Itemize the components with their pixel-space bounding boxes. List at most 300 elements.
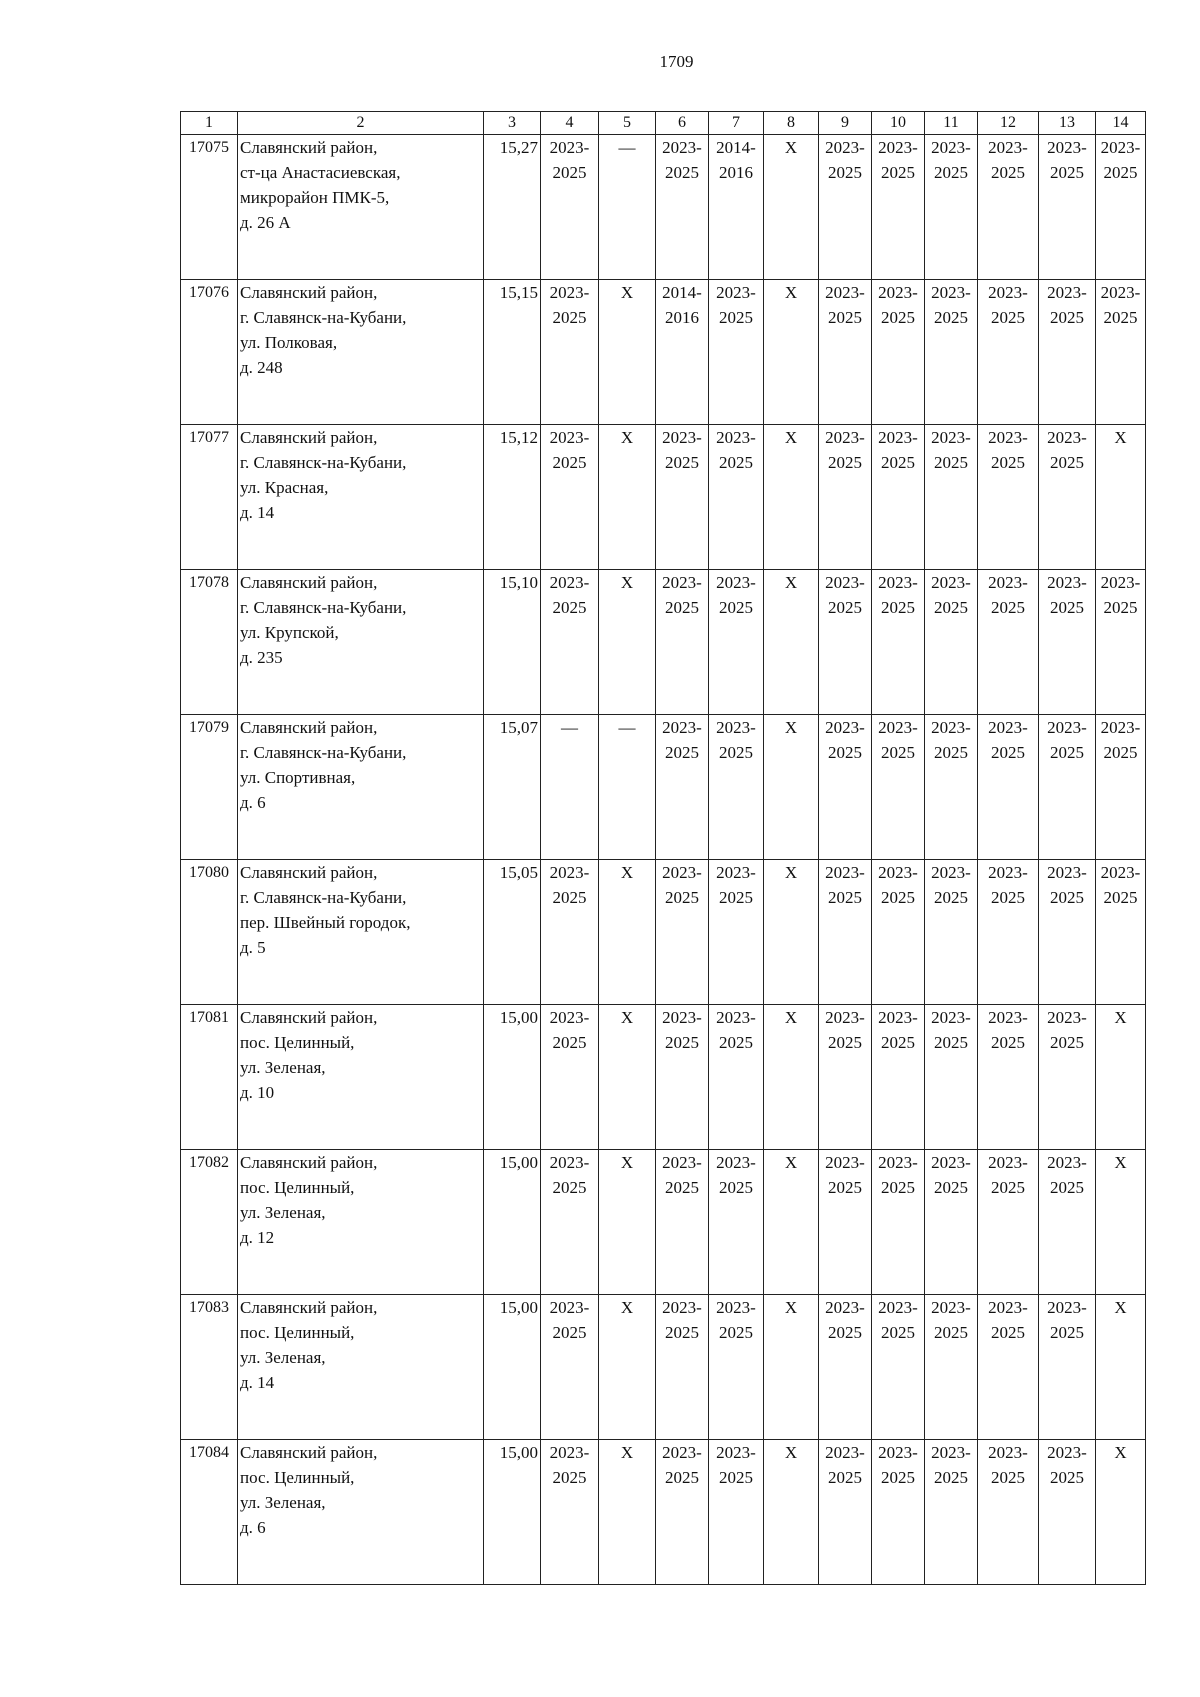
period-text: 2025	[719, 1468, 753, 1487]
period-text: 2025	[1103, 743, 1138, 762]
address-line: ул. Зеленая,	[240, 1493, 326, 1512]
period-text: 2025	[719, 1178, 753, 1197]
period-text: 2025	[552, 453, 587, 472]
period-text: 2025	[1050, 598, 1084, 617]
row-number: 17076	[181, 280, 238, 425]
period-text: 2025	[828, 598, 862, 617]
period-text: 2025	[1050, 453, 1084, 472]
address-line: д. 6	[240, 793, 266, 812]
period-cell-col-8	[764, 1295, 819, 1440]
period-text: 2025	[1103, 888, 1138, 907]
period-text: 2025	[1050, 888, 1084, 907]
period-cell-col-5	[599, 135, 656, 280]
address-line: Славянский район,	[240, 573, 378, 592]
row-number: 17082	[181, 1150, 238, 1295]
address-cell	[238, 715, 484, 860]
period-cell-col-9	[819, 860, 872, 1005]
period-text: 2023-	[549, 138, 590, 157]
period-text: 2025	[665, 598, 699, 617]
period-text: 2023-	[662, 1153, 702, 1172]
period-cell-col-10	[872, 715, 925, 860]
period-text: 2023-	[878, 283, 918, 302]
period-text: Х	[784, 1008, 798, 1027]
period-text: 2025	[991, 308, 1025, 327]
period-text: 2023-	[716, 1153, 756, 1172]
value-cell: 15,07	[484, 715, 541, 860]
period-cell-col-11	[925, 135, 978, 280]
period-text: 2023-	[878, 573, 918, 592]
period-text: 2025	[934, 888, 968, 907]
period-text: 2023-	[1047, 1008, 1087, 1027]
period-text: 2025	[719, 743, 753, 762]
period-text: 2023-	[988, 1153, 1028, 1172]
period-text: 2025	[1050, 308, 1084, 327]
value-cell: 15,15	[484, 280, 541, 425]
period-cell-col-14	[1096, 570, 1146, 715]
period-cell-col-8	[764, 135, 819, 280]
period-text: 2025	[828, 1178, 862, 1197]
period-text: Х	[1114, 428, 1127, 447]
period-text: 2025	[934, 1033, 968, 1052]
period-cell-col-14	[1096, 280, 1146, 425]
column-header-7: 7	[709, 112, 764, 135]
period-text: 2023-	[988, 1298, 1028, 1317]
period-text: 2023-	[716, 283, 756, 302]
period-text: 2023-	[716, 428, 756, 447]
period-text: 2025	[1103, 163, 1138, 182]
period-text: 2025	[881, 453, 915, 472]
period-cell-col-12	[978, 715, 1039, 860]
address-line: Славянский район,	[240, 1153, 378, 1172]
period-cell-col-5	[599, 715, 656, 860]
period-text: 2023-	[549, 573, 590, 592]
period-cell-col-9	[819, 135, 872, 280]
period-text: 2025	[828, 1468, 862, 1487]
address-line: ул. Зеленая,	[240, 1203, 326, 1222]
period-text: 2025	[881, 1033, 915, 1052]
address-line: Славянский район,	[240, 718, 378, 737]
period-text: 2025	[552, 888, 587, 907]
period-text: 2025	[665, 1178, 699, 1197]
period-text: 2023-	[988, 1443, 1028, 1462]
period-cell-col-7	[709, 1295, 764, 1440]
period-text: 2023-	[716, 1443, 756, 1462]
period-text: 2023-	[878, 1008, 918, 1027]
period-text: 2023-	[549, 1443, 590, 1462]
period-text: 2025	[934, 1323, 968, 1342]
period-text: 2025	[828, 1323, 862, 1342]
period-text: 2025	[665, 1323, 699, 1342]
period-cell-col-6	[656, 1295, 709, 1440]
period-text: Х	[620, 1298, 634, 1317]
period-text: Х	[620, 1008, 634, 1027]
period-text: 2023-	[1047, 283, 1087, 302]
period-text: 2023-	[549, 1153, 590, 1172]
period-text: 2025	[719, 453, 753, 472]
period-text: 2023-	[549, 428, 590, 447]
address-line: ул. Полковая,	[240, 333, 338, 352]
period-text: 2023-	[662, 1443, 702, 1462]
period-text: 2025	[934, 598, 968, 617]
address-line: д. 235	[240, 648, 283, 667]
address-line: Славянский район,	[240, 1443, 378, 1462]
period-text: 2025	[665, 888, 699, 907]
period-cell-col-6	[656, 425, 709, 570]
period-cell-col-12	[978, 1440, 1039, 1585]
period-cell-col-10	[872, 1005, 925, 1150]
period-text: Х	[620, 863, 634, 882]
row-number: 17077	[181, 425, 238, 570]
period-cell-col-13	[1039, 1440, 1096, 1585]
period-text: 2025	[665, 1468, 699, 1487]
period-cell-col-13	[1039, 1005, 1096, 1150]
address-cell	[238, 280, 484, 425]
period-text: 2023-	[1047, 1298, 1087, 1317]
address-line: ул. Зеленая,	[240, 1348, 326, 1367]
table-row	[181, 1005, 1146, 1150]
period-cell-col-12	[978, 1295, 1039, 1440]
address-line: пос. Целинный,	[240, 1323, 355, 1342]
period-text: 2023-	[662, 1008, 702, 1027]
period-text: 2023-	[1100, 138, 1141, 157]
address-line: ул. Красная,	[240, 478, 329, 497]
period-cell-col-13	[1039, 425, 1096, 570]
address-line: Славянский район,	[240, 428, 378, 447]
period-cell-col-4	[541, 280, 599, 425]
period-text: 2023-	[825, 573, 865, 592]
period-text: 2023-	[931, 863, 971, 882]
period-text: 2025	[665, 453, 699, 472]
row-number: 17081	[181, 1005, 238, 1150]
period-text: 2023-	[988, 718, 1028, 737]
period-text: 2023-	[1047, 573, 1087, 592]
period-cell-col-11	[925, 280, 978, 425]
period-cell-col-6	[656, 1440, 709, 1585]
period-cell-col-13	[1039, 1150, 1096, 1295]
period-text: 2023-	[825, 138, 865, 157]
period-cell-col-4	[541, 135, 599, 280]
value-cell: 15,00	[484, 1295, 541, 1440]
period-text: 2023-	[878, 138, 918, 157]
period-text: 2023-	[931, 1443, 971, 1462]
period-text: 2025	[881, 1468, 915, 1487]
period-cell-col-4	[541, 1005, 599, 1150]
period-text: 2023-	[825, 1008, 865, 1027]
address-line: г. Славянск-на-Кубани,	[240, 453, 407, 472]
period-cell-col-11	[925, 570, 978, 715]
address-line: микрорайон ПМК-5,	[240, 188, 390, 207]
period-cell-col-7	[709, 570, 764, 715]
period-cell-col-10	[872, 425, 925, 570]
period-cell-col-13	[1039, 280, 1096, 425]
period-text: 2025	[991, 1323, 1025, 1342]
period-text: 2025	[552, 1178, 587, 1197]
period-text: 2023-	[825, 718, 865, 737]
period-cell-col-7	[709, 1005, 764, 1150]
period-text: 2025	[828, 308, 862, 327]
period-text: 2025	[934, 308, 968, 327]
period-text: 2025	[934, 1468, 968, 1487]
period-cell-col-8	[764, 1440, 819, 1585]
period-text: 2025	[1050, 163, 1084, 182]
period-text: 2023-	[988, 863, 1028, 882]
period-text: 2025	[934, 453, 968, 472]
period-text: 2025	[934, 163, 968, 182]
period-cell-col-11	[925, 425, 978, 570]
period-text: 2025	[881, 1323, 915, 1342]
address-cell	[238, 1440, 484, 1585]
period-text: 2023-	[716, 863, 756, 882]
period-cell-col-5	[599, 860, 656, 1005]
period-cell-col-12	[978, 860, 1039, 1005]
address-line: Славянский район,	[240, 138, 378, 157]
period-cell-col-7	[709, 715, 764, 860]
table-row	[181, 1150, 1146, 1295]
period-cell-col-11	[925, 1295, 978, 1440]
period-text: 2025	[665, 163, 699, 182]
table-row	[181, 860, 1146, 1005]
period-cell-col-5	[599, 425, 656, 570]
period-cell-col-9	[819, 1150, 872, 1295]
period-cell-col-9	[819, 570, 872, 715]
period-cell-col-6	[656, 1150, 709, 1295]
period-text: 2023-	[988, 428, 1028, 447]
period-text: 2025	[881, 743, 915, 762]
column-header-9: 9	[819, 112, 872, 135]
period-text: 2025	[552, 308, 587, 327]
period-text: Х	[784, 1443, 798, 1462]
period-text: 2023-	[662, 428, 702, 447]
address-line: пос. Целинный,	[240, 1178, 355, 1197]
period-text: 2025	[552, 163, 587, 182]
row-number: 17080	[181, 860, 238, 1005]
period-cell-col-4	[541, 570, 599, 715]
period-cell-col-6	[656, 1005, 709, 1150]
period-text: 2023-	[825, 1153, 865, 1172]
address-line: пер. Швейный городок,	[240, 913, 411, 932]
table-row	[181, 135, 1146, 280]
table-row	[181, 570, 1146, 715]
period-text: 2025	[1103, 598, 1138, 617]
value-cell: 15,00	[484, 1150, 541, 1295]
address-line: Славянский район,	[240, 283, 378, 302]
period-text: Х	[784, 428, 798, 447]
row-number: 17075	[181, 135, 238, 280]
period-cell-col-10	[872, 1295, 925, 1440]
address-line: д. 10	[240, 1083, 275, 1102]
period-cell-col-12	[978, 425, 1039, 570]
column-header-3: 3	[484, 112, 541, 135]
period-cell-col-10	[872, 1440, 925, 1585]
value-cell: 15,27	[484, 135, 541, 280]
period-text: 2023-	[716, 573, 756, 592]
period-cell-col-8	[764, 715, 819, 860]
period-cell-col-6	[656, 135, 709, 280]
period-text: 2023-	[825, 1443, 865, 1462]
address-line: ул. Крупской,	[240, 623, 339, 642]
period-cell-col-14	[1096, 1005, 1146, 1150]
address-line: д. 6	[240, 1518, 266, 1537]
period-text: 2023-	[1047, 1443, 1087, 1462]
period-cell-col-14	[1096, 1295, 1146, 1440]
period-cell-col-8	[764, 1150, 819, 1295]
period-text: 2025	[552, 1468, 587, 1487]
period-cell-col-10	[872, 570, 925, 715]
period-cell-col-4	[541, 1295, 599, 1440]
period-text: 2023-	[662, 863, 702, 882]
period-cell-col-6	[656, 860, 709, 1005]
period-text: Х	[1114, 1153, 1127, 1172]
period-cell-col-13	[1039, 860, 1096, 1005]
address-cell	[238, 1005, 484, 1150]
period-text: 2025	[1050, 1033, 1084, 1052]
period-text: Х	[784, 1298, 798, 1317]
period-text: 2023-	[549, 1008, 590, 1027]
period-text: 2025	[991, 743, 1025, 762]
period-cell-col-10	[872, 135, 925, 280]
address-line: ул. Спортивная,	[240, 768, 356, 787]
period-cell-col-5	[599, 280, 656, 425]
period-text: Х	[620, 428, 634, 447]
column-header-11: 11	[925, 112, 978, 135]
period-cell-col-9	[819, 1440, 872, 1585]
period-text: 2023-	[662, 573, 702, 592]
period-text: Х	[620, 573, 634, 592]
period-text: 2025	[828, 163, 862, 182]
period-cell-col-7	[709, 860, 764, 1005]
period-cell-col-7	[709, 280, 764, 425]
address-line: д. 26 А	[240, 213, 291, 232]
period-text: 2023-	[1047, 428, 1087, 447]
period-text: 2025	[552, 1033, 587, 1052]
period-cell-col-12	[978, 1150, 1039, 1295]
address-cell	[238, 1150, 484, 1295]
period-cell-col-14	[1096, 1440, 1146, 1585]
period-text: 2025	[828, 888, 862, 907]
period-cell-col-9	[819, 715, 872, 860]
period-text: 2023-	[549, 1298, 590, 1317]
period-text: 2025	[719, 1033, 753, 1052]
period-text: Х	[784, 573, 798, 592]
period-text: 2023-	[825, 283, 865, 302]
period-text: 2023-	[1047, 718, 1087, 737]
period-text: 2025	[991, 453, 1025, 472]
period-text: 2025	[881, 308, 915, 327]
row-number: 17084	[181, 1440, 238, 1585]
period-text: —	[618, 138, 636, 157]
column-header-5: 5	[599, 112, 656, 135]
period-text: 2023-	[878, 428, 918, 447]
period-text: Х	[784, 863, 798, 882]
address-line: д. 248	[240, 358, 283, 377]
period-cell-col-10	[872, 860, 925, 1005]
period-cell-col-9	[819, 280, 872, 425]
period-cell-col-14	[1096, 860, 1146, 1005]
address-line: ст-ца Анастасиевская,	[240, 163, 401, 182]
period-text: Х	[1114, 1298, 1127, 1317]
value-cell: 15,12	[484, 425, 541, 570]
period-text: Х	[620, 1443, 634, 1462]
period-cell-col-13	[1039, 1295, 1096, 1440]
period-text: 2023-	[988, 283, 1028, 302]
period-text: 2023-	[931, 1008, 971, 1027]
address-line: ул. Зеленая,	[240, 1058, 326, 1077]
period-text: 2023-	[825, 1298, 865, 1317]
period-cell-col-4	[541, 860, 599, 1005]
period-text: 2023-	[988, 138, 1028, 157]
table-row	[181, 425, 1146, 570]
period-cell-col-5	[599, 1295, 656, 1440]
period-cell-col-5	[599, 1005, 656, 1150]
period-text: 2025	[719, 888, 753, 907]
period-text: 2023-	[878, 1153, 918, 1172]
period-text: Х	[1114, 1008, 1127, 1027]
period-text: 2025	[881, 598, 915, 617]
period-cell-col-13	[1039, 135, 1096, 280]
period-text: 2025	[881, 1178, 915, 1197]
period-text: 2025	[719, 1323, 753, 1342]
period-cell-col-9	[819, 1295, 872, 1440]
period-text: 2023-	[549, 283, 590, 302]
row-number: 17078	[181, 570, 238, 715]
period-text: 2023-	[1047, 138, 1087, 157]
period-cell-col-8	[764, 425, 819, 570]
period-text: 2023-	[931, 283, 971, 302]
column-header-2: 2	[238, 112, 484, 135]
period-text: 2025	[552, 598, 587, 617]
address-line: г. Славянск-на-Кубани,	[240, 743, 407, 762]
period-text: 2023-	[988, 573, 1028, 592]
period-text: Х	[784, 138, 798, 157]
table-row	[181, 1440, 1146, 1585]
period-cell-col-14	[1096, 135, 1146, 280]
period-text: 2025	[1050, 1323, 1084, 1342]
period-text: 2025	[1050, 1178, 1084, 1197]
period-text: 2023-	[931, 428, 971, 447]
address-line: д. 5	[240, 938, 266, 957]
address-cell	[238, 570, 484, 715]
table-row	[181, 280, 1146, 425]
column-header-4: 4	[541, 112, 599, 135]
period-text: 2023-	[1047, 1153, 1087, 1172]
period-cell-col-6	[656, 280, 709, 425]
column-header-13: 13	[1039, 112, 1096, 135]
period-text: 2025	[719, 308, 753, 327]
period-cell-col-4	[541, 1440, 599, 1585]
period-cell-col-11	[925, 1005, 978, 1150]
column-header-14: 14	[1096, 112, 1146, 135]
period-cell-col-11	[925, 860, 978, 1005]
address-line: Славянский район,	[240, 1298, 378, 1317]
address-line: г. Славянск-на-Кубани,	[240, 308, 407, 327]
period-text: 2025	[881, 163, 915, 182]
period-text: —	[618, 718, 636, 737]
period-text: Х	[784, 718, 798, 737]
row-number: 17079	[181, 715, 238, 860]
address-line: пос. Целинный,	[240, 1033, 355, 1052]
header-row	[181, 112, 1146, 135]
period-cell-col-7	[709, 1150, 764, 1295]
period-cell-col-8	[764, 860, 819, 1005]
period-text: Х	[784, 283, 798, 302]
address-cell	[238, 135, 484, 280]
period-text: 2025	[991, 1178, 1025, 1197]
period-text: 2023-	[931, 1298, 971, 1317]
address-line: д. 14	[240, 1373, 275, 1392]
column-header-8: 8	[764, 112, 819, 135]
period-text: 2025	[991, 163, 1025, 182]
period-text: 2025	[934, 1178, 968, 1197]
